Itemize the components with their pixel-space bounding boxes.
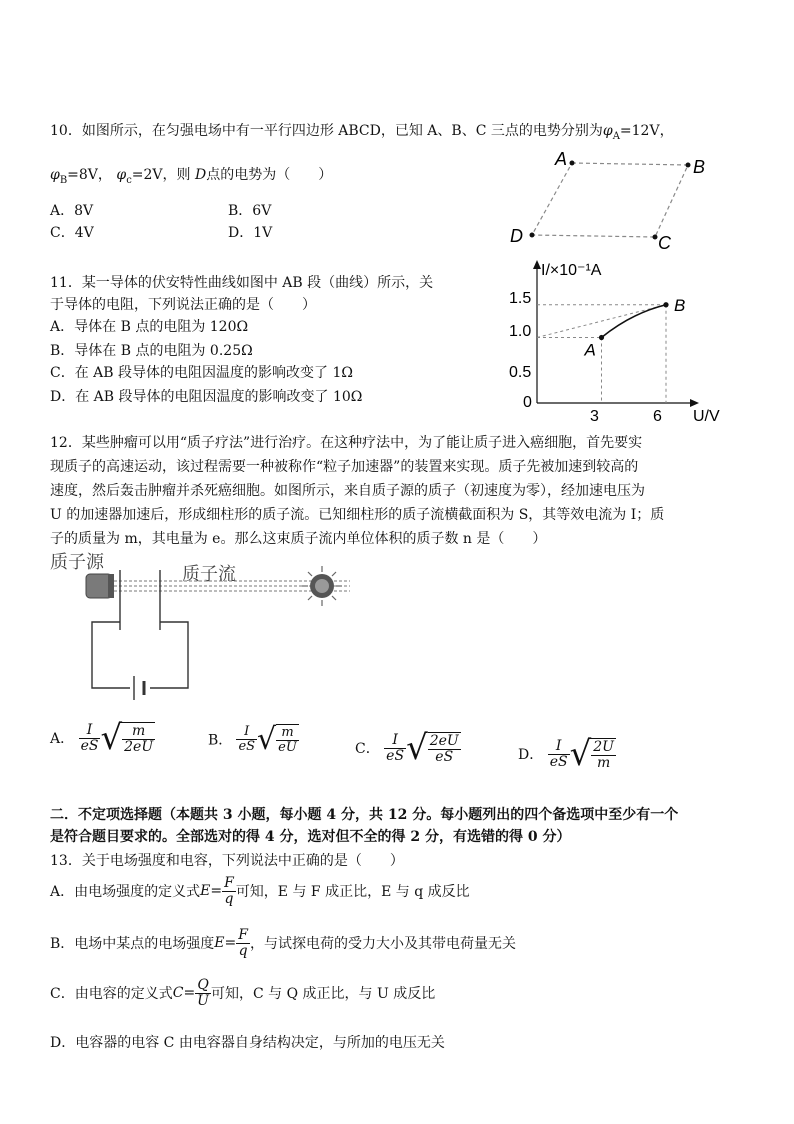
source-label: 质子源 <box>50 552 104 572</box>
label-d: D <box>510 226 523 246</box>
q10-stem-line2: $\varphi_B=8V$， $\varphi_c=2V$，则 D点的电势为（ ） <box>50 167 333 186</box>
q11-stem-line2: 于导体的电阻，下列说法正确的是（ ） <box>50 297 316 313</box>
q11-stem-line1: 11．某一导体的伏安特性曲线如图中 AB 段（曲线）所示，关 <box>50 275 434 291</box>
q12-proton-figure <box>50 550 370 700</box>
q12-option-a: A． $\frac{I}{eS}$ √ $\frac{m}{2eU}$ <box>50 718 154 758</box>
q11-option-c: C．在 AB 段导体的电阻因温度的影响改变了 1Ω <box>50 365 353 381</box>
y-tick-1.5: 1.5 <box>509 290 532 307</box>
point-label-b: B <box>674 295 686 315</box>
beam-label: 质子流 <box>182 564 236 584</box>
q10-parallelogram-figure <box>500 145 730 255</box>
q11-option-a: A．导体在 B 点的电阻为 120Ω <box>50 319 249 335</box>
point-d <box>530 233 535 238</box>
q12-option-c: C． $\frac{I}{eS}$ √ $\frac{2eU}{eS}$ <box>355 728 459 768</box>
q10-stem-line1: 10．如图所示，在匀强电场中有一平行四边形 ABCD，已知 A、B、C 三点的电势分别为$\varphi_A=12V$， <box>50 123 674 142</box>
curve-ab <box>602 305 667 338</box>
origin-label: 0 <box>523 394 532 411</box>
q12-line4: U 的加速器加速后，形成细柱形的质子流。已知细柱形的质子流横截面积为 S，其等效电流为 I；质 <box>50 507 665 523</box>
q12-line3: 速度，然后轰击肿瘤并杀死癌细胞。如图所示，来自质子源的质子（初速度为零），经加速电压为 <box>50 483 645 499</box>
q12-option-b: B． $\frac{I}{eS}$ √ $\frac{m}{eU}$ <box>208 722 297 757</box>
q10-option-c: C．4V <box>50 225 94 241</box>
x-axis-arrow <box>690 399 699 407</box>
q12-line1: 12．某些肿瘤可以用“质子疗法”进行治疗。在这种疗法中，为了能让质子进入癌细胞，首先要实 <box>50 435 643 451</box>
parallelogram-abcd <box>532 163 688 237</box>
tumor-cell-icon <box>302 566 342 606</box>
q13-option-b: B．电场中某点的电场强度E= $\frac{F}{q}$ ，与试探电荷的受力大小及其带电荷量无关 <box>50 927 516 959</box>
point-a <box>599 335 604 340</box>
q11-iv-chart <box>505 255 735 430</box>
q13-option-d: D．电容器的电容 C 由电容器自身结构决定，与所加的电压无关 <box>50 1035 445 1051</box>
point-c <box>653 235 658 240</box>
q12-option-d: D． $\frac{I}{eS}$ √ $\frac{2U}{m}$ <box>518 734 614 774</box>
x-axis-label: U/V <box>693 408 720 425</box>
q10-option-d: D．1V <box>228 225 273 241</box>
label-c: C <box>658 233 671 253</box>
circuit-wire <box>92 622 130 688</box>
q13-option-a: A．由电场强度的定义式E= $\frac{F}{q}$ 可知，E 与 F 成正比，E 与 q 成反比 <box>50 875 470 907</box>
guide-diagonal <box>537 305 666 338</box>
q11-option-d: D．在 AB 段导体的电阻因温度的影响改变了 10Ω <box>50 389 363 405</box>
point-b <box>686 163 691 168</box>
point-label-a: A <box>584 340 596 360</box>
x-tick-6: 6 <box>653 408 662 425</box>
y-axis-label: I/×10⁻¹A <box>541 262 602 279</box>
q13-option-c: C．由电容的定义式C= $\frac{Q}{U}$ 可知，C 与 Q 成正比，与 U 成反比 <box>50 977 436 1009</box>
q11-option-b: B．导体在 B 点的电阻为 0.25Ω <box>50 343 253 359</box>
label-b: B <box>693 157 706 177</box>
section2-heading-line1: 二．不定项选择题（本题共 3 小题，每小题 4 分，共 12 分。每小题列出的四个备选项中至少有一个 <box>50 807 679 823</box>
q10-option-a: A．8V <box>50 203 94 219</box>
q13-stem: 13．关于电场强度和电容，下列说法中正确的是（ ） <box>50 853 404 869</box>
y-tick-0.5: 0.5 <box>509 364 532 381</box>
q12-line2: 现质子的高速运动，该过程需要一种被称作“粒子加速器”的装置来实现。质子先被加速到较高的 <box>50 459 639 475</box>
x-tick-3: 3 <box>590 408 599 425</box>
y-tick-1.0: 1.0 <box>509 323 532 340</box>
q10-option-b: B．6V <box>228 203 272 219</box>
point-a <box>570 161 575 166</box>
q12-line5: 子的质量为 m，其电量为 e。那么这束质子流内单位体积的质子数 n 是（ ） <box>50 531 547 547</box>
y-axis-arrow <box>533 260 541 269</box>
point-b <box>663 302 668 307</box>
section2-heading-line2: 是符合题目要求的。全部选对的得 4 分，选对但不全的得 2 分，有选错的得 0 分） <box>50 829 571 845</box>
label-a: A <box>555 149 568 169</box>
